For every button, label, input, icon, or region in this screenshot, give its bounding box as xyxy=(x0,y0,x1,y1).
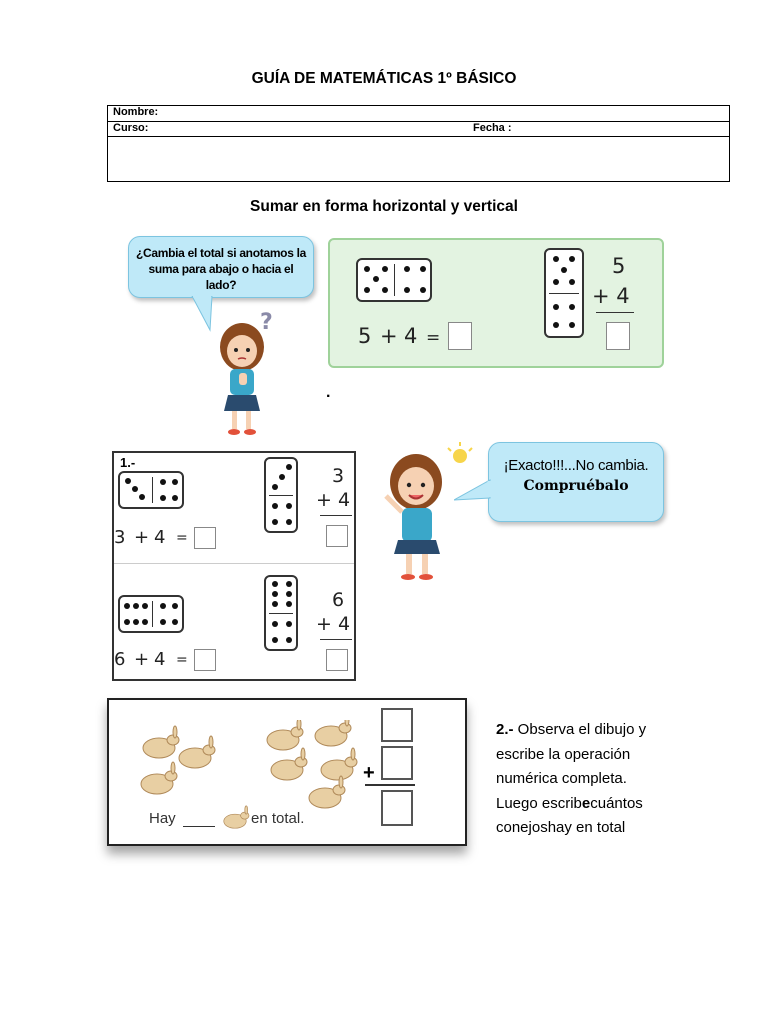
instr-line-4a: Luego escrib xyxy=(496,794,582,812)
ex1-row1-plus: + xyxy=(134,527,150,548)
example-answer-box xyxy=(448,322,472,350)
question-bubble xyxy=(128,236,314,298)
question-line-1: ¿Cambia el total si anotamos la xyxy=(135,246,307,260)
domino-vertical-3-4 xyxy=(264,457,298,533)
instr-line-2: escribe la operación xyxy=(496,745,631,763)
exercise-2-label: 2.- xyxy=(496,721,514,738)
example-equals: = xyxy=(426,328,441,348)
ex1-row2-a: 6 xyxy=(114,649,126,670)
girl-happy-illustration xyxy=(372,440,477,585)
ex1-row1-answer-box[interactable] xyxy=(194,527,216,549)
domino-horizontal-6-4 xyxy=(118,595,184,633)
example-vertical-answer-box xyxy=(606,322,630,350)
ex1-row1-vertical-answer-box[interactable] xyxy=(326,525,348,547)
exercise-2-instructions xyxy=(496,718,696,841)
question-line-3: lado? xyxy=(205,278,237,292)
ex1-row2-answer-box[interactable] xyxy=(194,649,216,671)
ex1-row1-b: 4 xyxy=(154,527,166,548)
ex1-row2-b: 4 xyxy=(154,649,166,670)
exercise-1-label: 1.- xyxy=(120,455,136,470)
curso-row xyxy=(108,122,729,137)
ex1-row2-vertical-top: 6 xyxy=(332,589,345,611)
example-panel xyxy=(328,238,664,368)
instr-line-3: numérica completa. xyxy=(496,770,627,787)
instr-line-5: conejoshay en total xyxy=(496,819,626,836)
ex1-row2-vertical-answer-box[interactable] xyxy=(326,649,348,671)
ex2-middle-box[interactable] xyxy=(381,746,413,780)
example-vertical-top: 5 xyxy=(612,254,626,278)
domino-horizontal-5-4 xyxy=(356,258,432,302)
ex1-row2-vertical-plus: + 4 xyxy=(316,613,351,635)
question-line-2: suma para abajo o hacia el xyxy=(148,262,294,276)
ex1-row1-equals: = xyxy=(176,530,188,546)
hay-label: Hay xyxy=(149,810,176,827)
page-title: GUÍA DE MATEMÁTICAS 1º BÁSICO xyxy=(251,70,517,87)
example-vertical-plus: + 4 xyxy=(592,284,630,308)
en-total-label: en total. xyxy=(251,810,305,827)
exercise-1-panel xyxy=(112,451,356,681)
exercise-2-panel xyxy=(107,698,467,846)
instr-line-4b: e xyxy=(581,794,591,812)
ex1-row1-vertical-plus: + 4 xyxy=(316,489,351,511)
student-info-table xyxy=(107,105,730,182)
dot-mark: . xyxy=(326,384,331,401)
example-addend-a: 5 xyxy=(358,324,372,348)
domino-horizontal-3-4 xyxy=(118,471,184,509)
answer-line-2: Compruébalo xyxy=(523,478,629,494)
girl-thinking-illustration xyxy=(210,305,275,440)
curso-label: Curso: xyxy=(113,122,149,134)
ex1-row2-plus: + xyxy=(134,649,150,670)
domino-vertical-5-4 xyxy=(544,248,584,338)
ex2-top-box[interactable] xyxy=(381,708,413,742)
fecha-label: Fecha : xyxy=(473,122,512,134)
example-addend-b: 4 xyxy=(404,324,418,348)
hay-blank[interactable] xyxy=(183,826,215,827)
nombre-label: Nombre: xyxy=(113,106,159,118)
instr-line-4c: cuántos xyxy=(590,794,643,812)
domino-vertical-6-4 xyxy=(264,575,298,651)
ex1-row1-a: 3 xyxy=(114,527,126,548)
nombre-row xyxy=(108,106,729,122)
answer-bubble xyxy=(488,442,664,522)
ex2-plus: + xyxy=(363,762,375,784)
ex1-row1-vertical-top: 3 xyxy=(332,465,345,487)
instr-line-1: Observa el dibujo y xyxy=(513,721,647,738)
ex2-result-box[interactable] xyxy=(381,790,413,826)
svg-text:?: ? xyxy=(260,310,273,335)
section-subtitle: Sumar en forma horizontal y vertical xyxy=(250,198,518,215)
answer-line-1: ¡Exacto!!!...No cambia. xyxy=(503,457,649,474)
ex1-row2-equals: = xyxy=(176,652,188,668)
answer-bubble-tail xyxy=(454,478,494,504)
example-plus: + xyxy=(380,324,398,348)
